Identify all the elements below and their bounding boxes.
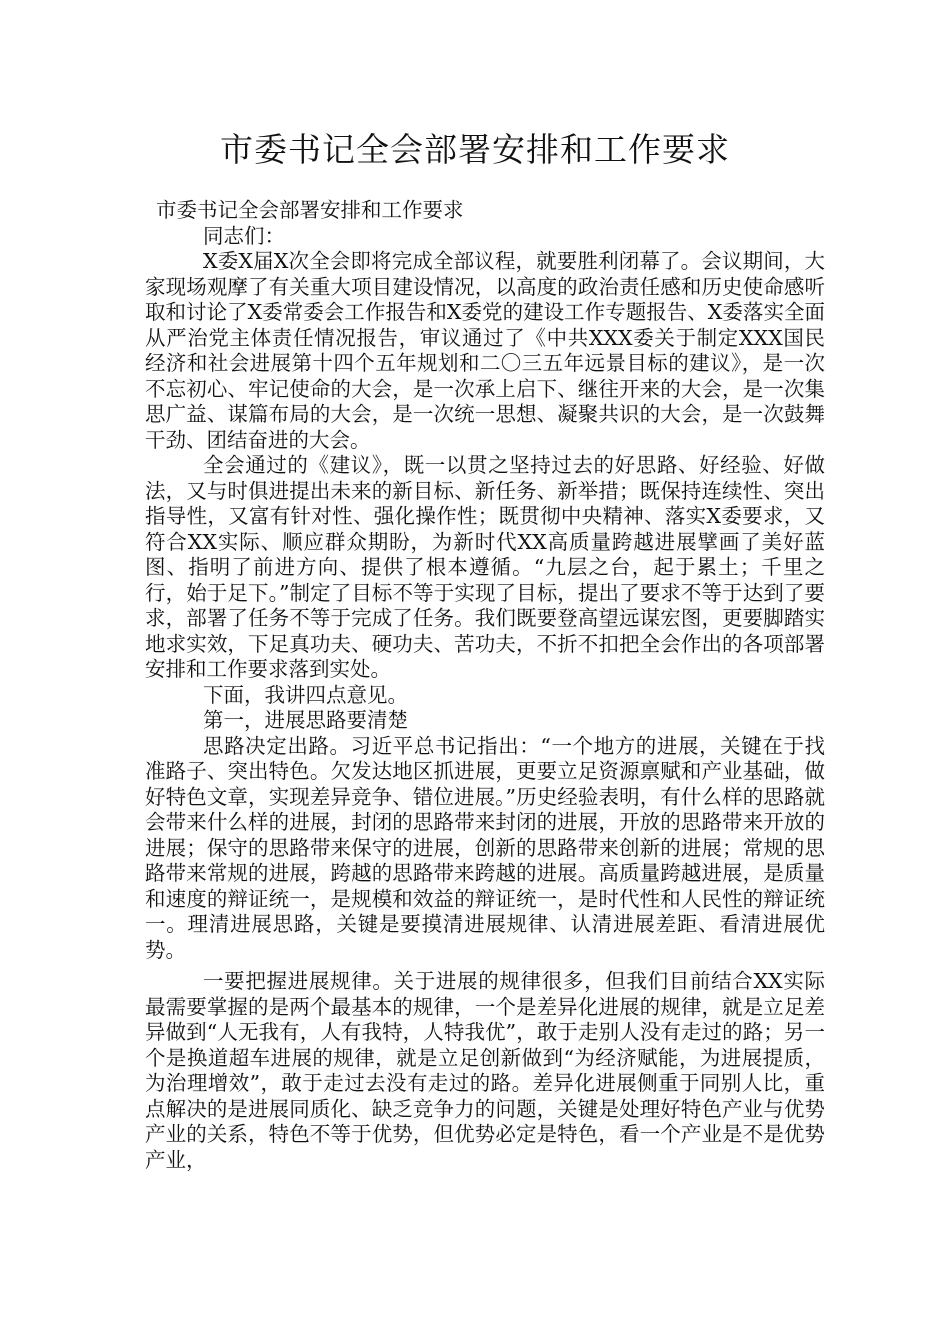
- paragraph-opening: X委X届X次全会即将完成全部议程，就要胜利闭幕了。会议期间，大家现场观摩了有关重大项目建设情况，以高度的政治责任感和历史使命感听取和讨论了X委常委会工作报告和X委党的建设工作专题报告、X委落实全面从严治党主体责任情况报告，审议通过了《中共XXX委关于制定XXX国民经济和社会进展第十四个五年规划和二〇三五年远景目标的建议》，是一次不忘初心、牢记使命的大会，是一次承上启下、继往开来的大会，是一次集思广益、谋篇布局的大会，是一次统一思想、凝聚共识的大会，是一次鼓舞干劲、团结奋进的大会。: [145, 249, 825, 452]
- paragraph-thinking: 思路决定出路。习近平总书记指出：“一个地方的进展，关键在于找准路子、突出特色。欠发达地区抓进展，更要立足资源禀赋和产业基础，做好特色文章，实现差异竞争、错位进展。”历史经验表明，有什么样的思路就会带来什么样的进展，封闭的思路带来封闭的进展，开放的思路带来开放的进展；保守的思路带来保守的进展，创新的思路带来创新的进展；常规的思路带来常规的进展，跨越的思路带来跨越的进展。高质量跨越进展，是质量和速度的辩证统一，是规模和效益的辩证统一，是时代性和人民性的辩证统一。理清进展思路，关键是要摸清进展规律、认清进展差距、看清进展优势。: [145, 733, 825, 962]
- document-title: 市委书记全会部署安排和工作要求: [220, 130, 730, 169]
- document-subtitle: 市委书记全会部署安排和工作要求: [156, 198, 464, 222]
- paragraph-laws: 一要把握进展规律。关于进展的规律很多，但我们目前结合XX实际最需要掌握的是两个最基本的规律，一个是差异化进展的规律，就是立足差异做到“人无我有，人有我特，人特我优”，敢于走别人没有走过的路；另一个是换道超车进展的规律，就是立足创新做到“为经济赋能，为进展提质，为治理增效”，敢于走过去没有走过的路。差异化进展侧重于同别人比，重点解决的是进展同质化、缺乏竞争力的问题，关键是处理好特色产业与优势产业的关系，特色不等于优势，但优势必定是特色，看一个产业是不是优势产业，: [145, 969, 825, 1172]
- paragraph-proposal: 全会通过的《建议》，既一以贯之坚持过去的好思路、好经验、好做法，又与时俱进提出未来的新目标、新任务、新举措；既保持连续性、突出指导性，又富有针对性、强化操作性；既贯彻中央精神、落实X委要求，又符合XX实际、顺应群众期盼，为新时代XX高质量跨越进展擘画了美好蓝图、指明了前进方向、提供了根本遵循。“九层之台，起于累土；千里之行，始于足下。”制定了目标不等于实现了目标，提出了要求不等于达到了要求，部署了任务不等于完成了任务。我们既要登高望远谋宏图，更要脚踏实地求实效，下足真功夫、硬功夫、苦功夫，不折不扣把全会作出的各项部署安排和工作要求落到实处。: [145, 453, 825, 681]
- paragraph-four-points: 下面，我讲四点意见。: [203, 682, 408, 707]
- salutation: 同志们：: [203, 223, 285, 248]
- document-body: [145, 198, 825, 1173]
- section-heading-first: 第一，进展思路要清楚: [203, 708, 408, 732]
